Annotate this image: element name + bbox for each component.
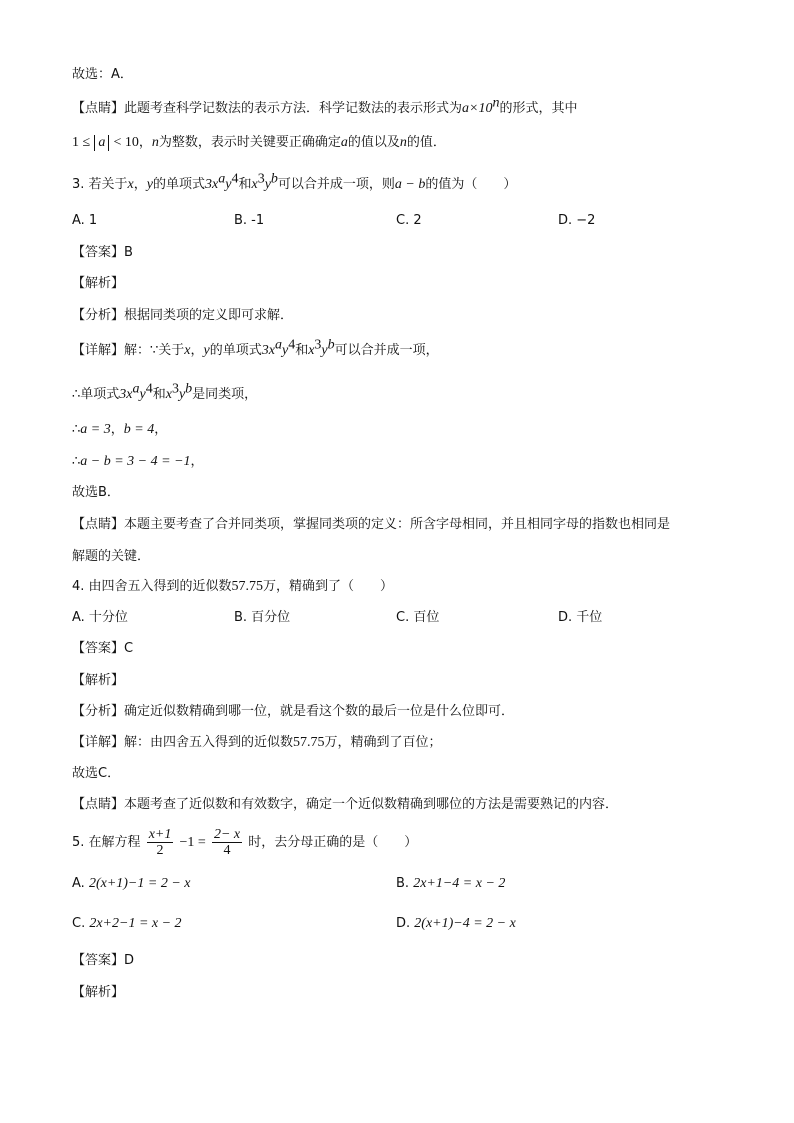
option-c: C. 2 xyxy=(396,213,422,228)
choice-line: 故选B． xyxy=(72,485,120,500)
option-c: C. 2x+2−1 = x − 2 xyxy=(72,916,182,931)
option-a: A. 十分位 xyxy=(72,610,128,625)
analysis-heading: 【解析】 xyxy=(72,985,125,1000)
answer: 【答案】D xyxy=(72,953,135,968)
text-line: 【点睛】此题考查科学记数法的表示方法．科学记数法的表示形式为$a\times 10^n$的形式，其中 xyxy=(72,95,578,116)
question-3-stem: 3. 若关于x，y的单项式$3x^ay^4$和$x^3y^b$可以合并成一项，则a − b的值为（ ） xyxy=(72,171,517,192)
option-b: B. -1 xyxy=(234,213,265,228)
comment-line: 【点睛】本题考查了近似数和有效数字，确定一个近似数精确到哪位的方法是需要熟记的内容． xyxy=(72,797,619,812)
question-4-stem: 4. 由四舍五入得到的近似数57.75万，精确到了（ ） xyxy=(72,579,394,594)
option-a: A. 2(x+1)−1 = 2 − x xyxy=(72,876,191,891)
detail-line: ∴单项式$3x^ay^4$和$x^3y^b$是同类项， xyxy=(72,381,258,402)
detail-line: ∴a = 3，b = 4， xyxy=(72,422,168,437)
question-5-stem: 5. 在解方程 $\frac{x+1}{2}$ −1 = $\frac{2- x}{4}$ 时，去分母正确的是（ ） xyxy=(72,827,418,858)
option-b: B. 百分位 xyxy=(234,610,291,625)
comment-line: 【点睛】本题主要考查了合并同类项，掌握同类项的定义：所含字母相同，并且相同字母的指数也相同是 xyxy=(72,517,671,532)
option-b: B. 2x+1−4 = x − 2 xyxy=(396,876,506,891)
detail-line: 【详解】解：由四舍五入得到的近似数57.75万，精确到了百位； xyxy=(72,735,442,750)
answer: 【答案】C xyxy=(72,641,134,656)
analysis: 【分析】根据同类项的定义即可求解． xyxy=(72,308,294,323)
option-a: A. 1 xyxy=(72,213,98,228)
comment-line: 解题的关键． xyxy=(72,549,151,564)
fraction: $\frac{2- x}{4}$ xyxy=(213,827,241,858)
option-d: D. 千位 xyxy=(558,610,603,625)
analysis: 【分析】确定近似数精确到哪一位，就是看这个数的最后一位是什么位即可． xyxy=(72,704,515,719)
text-line: 故选：A． xyxy=(72,67,133,82)
answer: 【答案】B xyxy=(72,245,133,260)
analysis-heading: 【解析】 xyxy=(72,276,125,291)
absolute-value: a xyxy=(94,135,109,151)
choice-line: 故选C． xyxy=(72,766,121,781)
detail-line: ∴a − b = 3 − 4 = −1， xyxy=(72,454,204,469)
detail-line: 【详解】解：∵关于x，y的单项式$3x^ay^4$和$x^3y^b$可以合并成一项， xyxy=(72,337,439,358)
option-d: D. 2(x+1)−4 = 2 − x xyxy=(396,916,516,931)
analysis-heading: 【解析】 xyxy=(72,673,125,688)
option-d: D. −2 xyxy=(558,213,596,228)
option-c: C. 百位 xyxy=(396,610,440,625)
text-line: 1 ≤ a < 10，n为整数，表示时关键要正确确定a的值以及n的值． xyxy=(72,135,446,150)
fraction: $\frac{x+1}{2}$ xyxy=(148,827,172,858)
